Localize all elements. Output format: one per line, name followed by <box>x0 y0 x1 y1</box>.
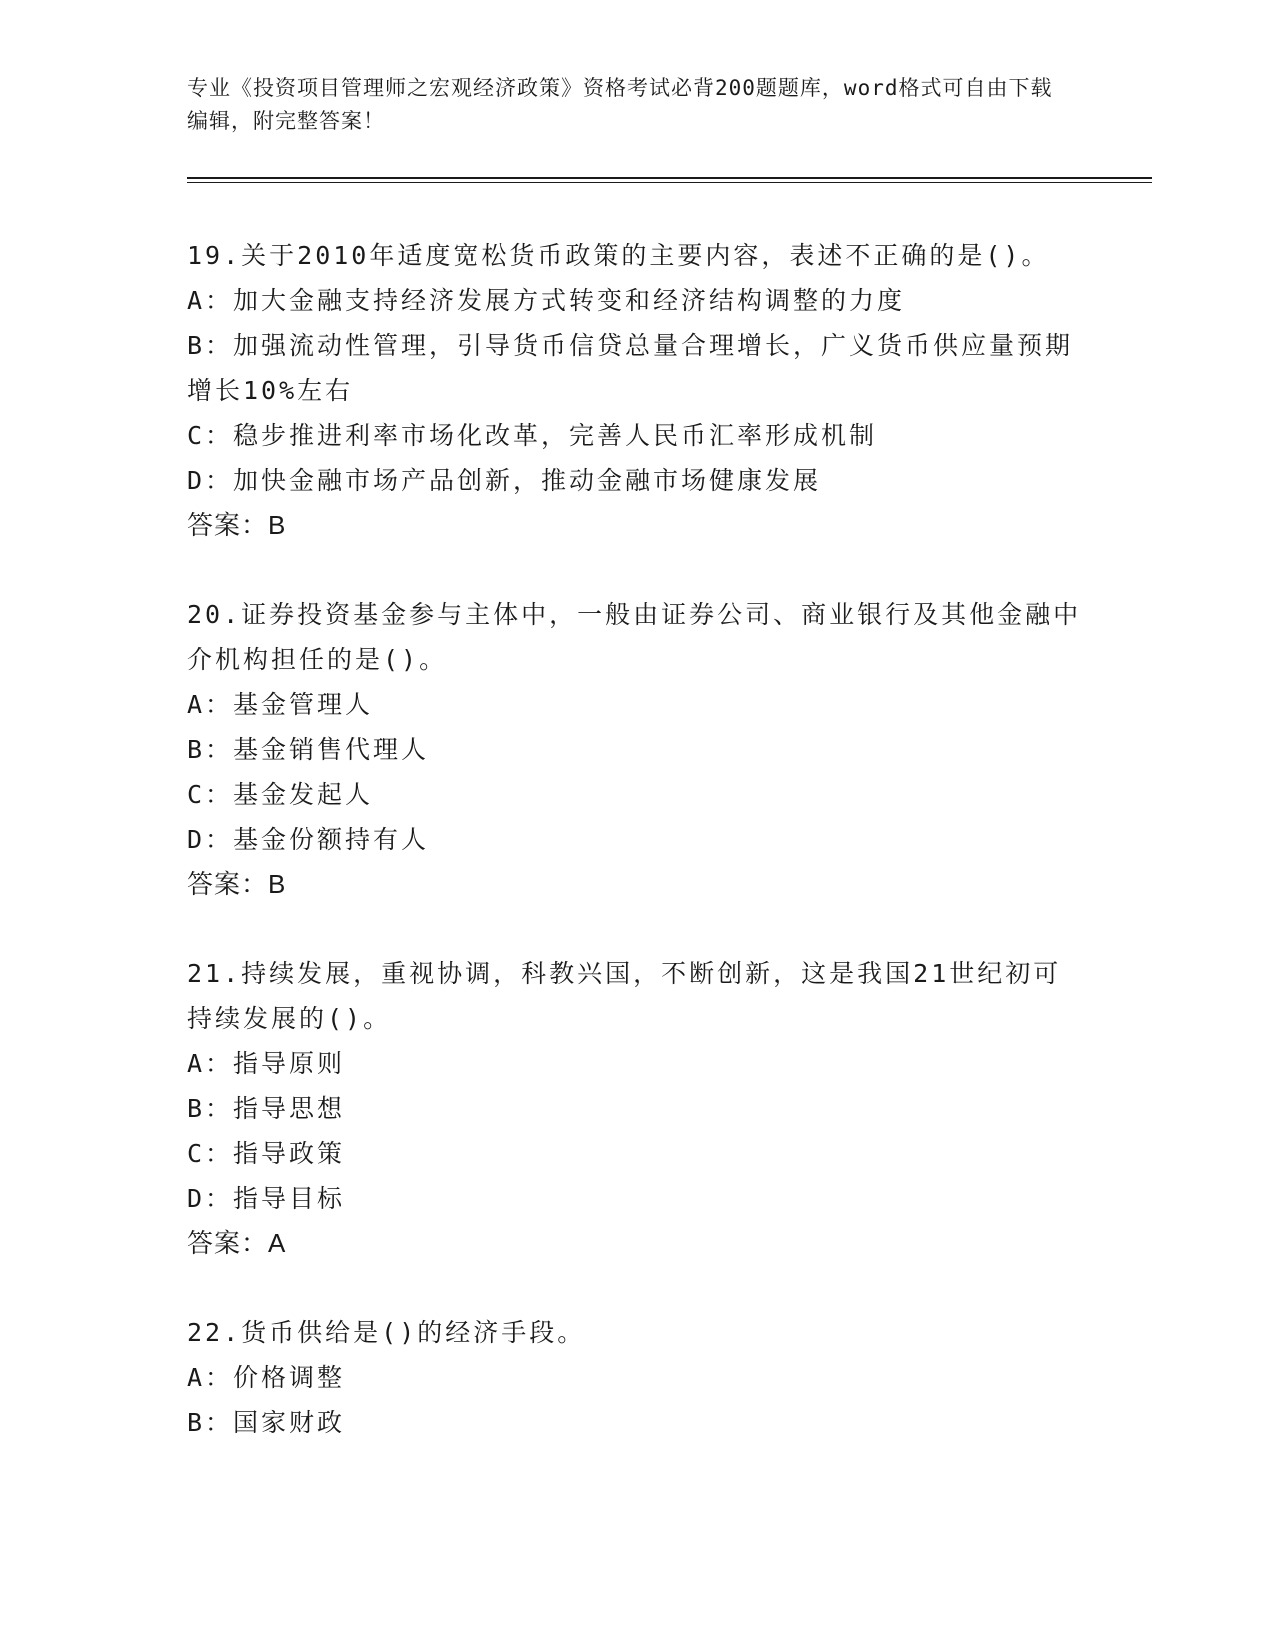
option-a: A：指导原则 <box>187 1049 346 1078</box>
option-d: D：基金份额持有人 <box>187 825 430 854</box>
option-d: D：指导目标 <box>187 1184 346 1213</box>
question-stem: 19.关于2010年适度宽松货币政策的主要内容，表述不正确的是()。 <box>187 241 1050 270</box>
header-divider-thick <box>187 177 1152 179</box>
option-b: B：国家财政 <box>187 1408 346 1437</box>
question-22 <box>187 1310 1087 1445</box>
option-b: B：基金销售代理人 <box>187 735 430 764</box>
option-c: C：指导政策 <box>187 1139 346 1168</box>
question-stem: 22.货币供给是()的经济手段。 <box>187 1318 586 1347</box>
option-c: C：稳步推进利率市场化改革，完善人民币汇率形成机制 <box>187 421 878 450</box>
option-a: A：加大金融支持经济发展方式转变和经济结构调整的力度 <box>187 286 906 315</box>
option-a: A：价格调整 <box>187 1363 346 1392</box>
document-header: 专业《投资项目管理师之宏观经济政策》资格考试必背200题题库，word格式可自由下载编辑，附完整答案！ <box>187 76 1053 133</box>
answer: 答案：A <box>187 1228 287 1258</box>
answer: 答案：B <box>187 510 287 540</box>
option-a: A：基金管理人 <box>187 690 374 719</box>
option-c: C：基金发起人 <box>187 780 374 809</box>
option-d: D：加快金融市场产品创新，推动金融市场健康发展 <box>187 466 822 495</box>
question-19 <box>187 233 1087 548</box>
question-21 <box>187 951 1087 1266</box>
option-b: B：加强流动性管理，引导货币信贷总量合理增长，广义货币供应量预期增长10%左右 <box>187 331 1074 405</box>
header-divider-thin <box>187 182 1152 183</box>
question-stem: 20.证券投资基金参与主体中，一般由证券公司、商业银行及其他金融中介机构担任的是()。 <box>187 600 1082 674</box>
question-stem: 21.持续发展，重视协调，科教兴国，不断创新，这是我国21世纪初可持续发展的()。 <box>187 959 1062 1033</box>
question-20 <box>187 592 1087 907</box>
answer: 答案：B <box>187 869 287 899</box>
question-list <box>187 233 1087 1489</box>
option-b: B：指导思想 <box>187 1094 346 1123</box>
